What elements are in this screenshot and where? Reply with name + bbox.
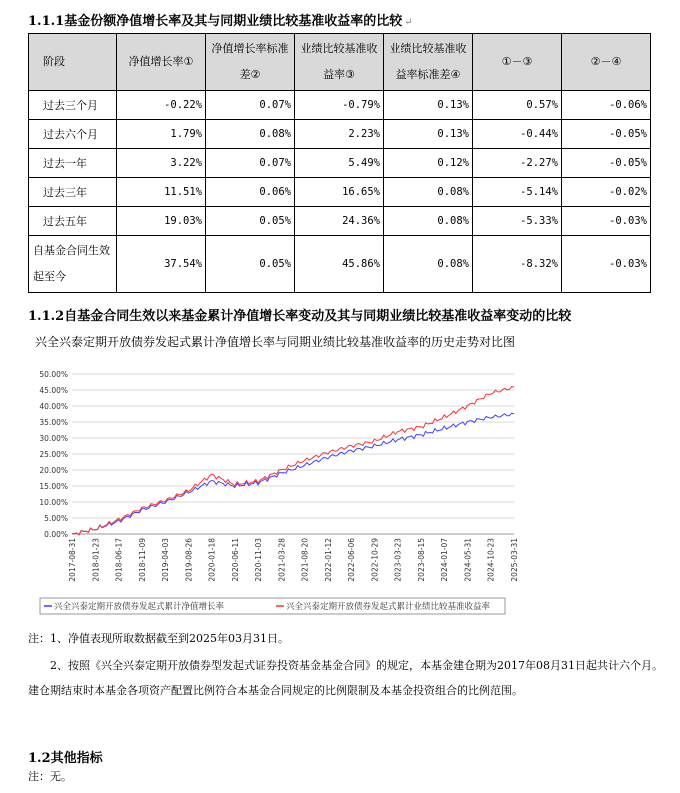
col-header-stage: 阶段 xyxy=(29,34,117,91)
x-tick-label: 2025-03-31 xyxy=(510,538,519,582)
table-header-row xyxy=(29,34,651,91)
y-tick-label: 45.00% xyxy=(39,386,68,395)
table-cell: -2.27% xyxy=(473,149,562,178)
y-tick-label: 50.00% xyxy=(39,370,68,379)
chart-title: 兴全兴泰定期开放债券发起式累计净值增长率与同期业绩比较基准收益率的历史走势对比图 xyxy=(34,335,515,349)
table-cell: -0.79% xyxy=(295,91,384,120)
y-tick-label: 25.00% xyxy=(39,450,68,459)
row-label: 过去五年 xyxy=(29,207,117,236)
x-tick-label: 2018-06-17 xyxy=(114,538,124,582)
table-cell: -5.14% xyxy=(473,178,562,207)
table-cell: -0.03% xyxy=(562,207,651,236)
x-tick-label: 2020-01-18 xyxy=(207,538,217,582)
table-row xyxy=(29,178,651,207)
legend-label: 兴全兴泰定期开放债券发起式累计业绩比较基准收益率 xyxy=(286,602,491,612)
x-tick-label: 2022-01-12 xyxy=(323,538,333,582)
table-row xyxy=(29,236,651,293)
x-tick-label: 2020-11-03 xyxy=(254,538,264,582)
row-label: 过去三年 xyxy=(29,178,117,207)
legend-label: 兴全兴泰定期开放债券发起式累计净值增长率 xyxy=(54,602,225,612)
nav-vs-benchmark-chart xyxy=(28,366,518,620)
table-cell: 0.05% xyxy=(206,207,295,236)
table-row xyxy=(29,149,651,178)
x-tick-label: 2018-01-23 xyxy=(91,538,101,582)
section-heading-12-text: 1.2其他指标 xyxy=(28,751,103,766)
table-cell: -0.02% xyxy=(562,178,651,207)
section-heading-111-text: 1.1.1基金份额净值增长率及其与同期业绩比较基准收益率的比较 xyxy=(28,14,403,29)
table-row xyxy=(29,120,651,149)
x-tick-label: 2024-01-07 xyxy=(440,538,450,582)
table-row xyxy=(29,207,651,236)
x-tick-label: 2021-03-28 xyxy=(277,538,287,582)
table-cell: 16.65% xyxy=(295,178,384,207)
table-cell: -0.03% xyxy=(562,236,651,293)
table-cell: 0.07% xyxy=(206,149,295,178)
col-header-diff-1-3: ①－③ xyxy=(473,34,562,91)
row-label: 过去一年 xyxy=(29,149,117,178)
col-header-nav-growth: 净值增长率① xyxy=(117,34,206,91)
table-cell: 37.54% xyxy=(117,236,206,293)
note-2: 2、按照《兴全兴泰定期开放债券型发起式证券投资基金基金合同》的规定，本基金建仓期为2017年08月31日起共计六个月。建仓期结束时本基金各项资产配置比例符合本基金合同规定的比例限制及本基金投资组合的比例范围。 xyxy=(28,659,663,697)
table-cell: 0.12% xyxy=(384,149,473,178)
table-cell: 0.06% xyxy=(206,178,295,207)
y-tick-label: 40.00% xyxy=(39,402,68,411)
y-tick-label: 15.00% xyxy=(39,482,68,491)
table-cell: 24.36% xyxy=(295,207,384,236)
table-cell: -0.22% xyxy=(117,91,206,120)
section-heading-111 xyxy=(28,10,413,29)
x-tick-label: 2017-08-31 xyxy=(68,538,77,582)
x-tick-label: 2022-06-06 xyxy=(347,538,357,582)
table-cell: -0.06% xyxy=(562,91,651,120)
row-label: 过去三个月 xyxy=(29,91,117,120)
row-label: 过去六个月 xyxy=(29,120,117,149)
table-cell: -0.05% xyxy=(562,149,651,178)
y-tick-label: 5.00% xyxy=(44,514,68,523)
table-cell: -0.05% xyxy=(562,120,651,149)
x-tick-label: 2024-05-31 xyxy=(463,538,473,582)
y-tick-label: 35.00% xyxy=(39,418,68,427)
table-cell: 0.08% xyxy=(206,120,295,149)
section-12-note: 注：无。 xyxy=(28,770,72,783)
table-cell: 0.57% xyxy=(473,91,562,120)
x-tick-label: 2020-06-11 xyxy=(230,538,240,582)
table-cell: 0.13% xyxy=(384,120,473,149)
table-cell: 0.07% xyxy=(206,91,295,120)
table-cell: -0.44% xyxy=(473,120,562,149)
table-cell: 0.05% xyxy=(206,236,295,293)
x-tick-label: 2024-10-23 xyxy=(486,538,496,582)
x-tick-label: 2019-08-26 xyxy=(184,538,194,582)
series-line xyxy=(72,413,514,535)
table-cell: 0.08% xyxy=(384,178,473,207)
y-tick-label: 20.00% xyxy=(39,466,68,475)
section-heading-112-text: 1.1.2自基金合同生效以来基金累计净值增长率变动及其与同期业绩比较基准收益率变动的比较 xyxy=(28,309,572,324)
table-cell: 45.86% xyxy=(295,236,384,293)
col-header-diff-2-4: ②－④ xyxy=(562,34,651,91)
table-cell: -5.33% xyxy=(473,207,562,236)
table-cell: 3.22% xyxy=(117,149,206,178)
x-tick-label: 2023-03-23 xyxy=(393,538,403,582)
col-header-benchmark-std: 业绩比较基准收益率标准差④ xyxy=(384,34,473,91)
col-header-nav-std: 净值增长率标准差② xyxy=(206,34,295,91)
table-cell: 5.49% xyxy=(295,149,384,178)
paragraph-mark-icon: ↵ xyxy=(404,17,413,28)
x-tick-label: 2022-10-29 xyxy=(370,538,380,582)
y-tick-label: 10.00% xyxy=(39,498,68,507)
y-tick-label: 30.00% xyxy=(39,434,68,443)
table-cell: -8.32% xyxy=(473,236,562,293)
y-tick-label: 0.00% xyxy=(44,530,68,539)
x-tick-label: 2018-11-09 xyxy=(137,538,147,582)
table-cell: 19.03% xyxy=(117,207,206,236)
x-tick-label: 2019-04-03 xyxy=(161,538,171,582)
x-tick-label: 2023-08-15 xyxy=(416,538,426,582)
performance-table xyxy=(28,33,651,293)
x-tick-label: 2021-08-20 xyxy=(300,538,310,582)
table-cell: 0.08% xyxy=(384,207,473,236)
table-cell: 2.23% xyxy=(295,120,384,149)
table-cell: 0.13% xyxy=(384,91,473,120)
table-cell: 11.51% xyxy=(117,178,206,207)
table-row xyxy=(29,91,651,120)
table-cell: 0.08% xyxy=(384,236,473,293)
row-label: 自基金合同生效起至今 xyxy=(29,236,117,293)
col-header-benchmark-return: 业绩比较基准收益率③ xyxy=(295,34,384,91)
table-cell: 1.79% xyxy=(117,120,206,149)
note-1: 注：1、净值表现所取数据截至到2025年03月31日。 xyxy=(28,632,289,645)
section-heading-112 xyxy=(28,305,571,324)
